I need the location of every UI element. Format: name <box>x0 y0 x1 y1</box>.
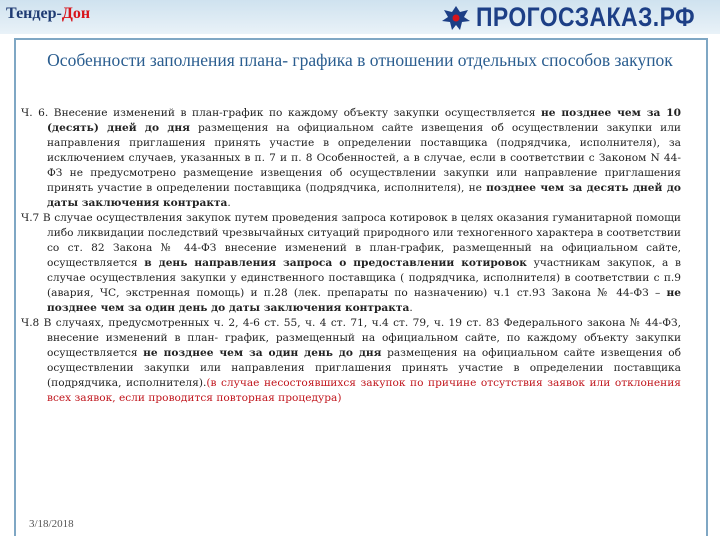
paragraph-part-6 <box>21 106 681 211</box>
brand-name <box>6 5 90 23</box>
p8-bold-1: не позднее чем за один день до дня <box>143 347 382 359</box>
slide-frame-left <box>14 38 16 536</box>
logo-text: ПРОГОСЗАКАЗ.РФ <box>476 2 696 32</box>
p7-bold-1: в день направления запроса о предоставлении котировок <box>144 257 527 269</box>
slide-body <box>21 106 681 406</box>
p7-bold-2: не позднее чем за один день до даты заключения контракта <box>47 287 681 314</box>
p6-bold-1: не позднее чем за 10 (десять) дней до дня <box>47 107 682 134</box>
p8-text-2: размещения на официальном сайте извещения об осуществлении закупки или направления приглашения принять участие в определении поставщика (подрядчика, исполнителя). <box>47 347 681 389</box>
progoszakaz-logo <box>440 3 715 33</box>
p6-text-3: . <box>227 197 231 209</box>
paragraph-part-7 <box>21 211 681 316</box>
eagle-emblem-icon <box>440 3 472 33</box>
p6-text-2: размещения на официальном сайте извещения об осуществлении закупки или направления приглашения принять участие в определении поставщика (подрядчика, исполнителя), за исключением случаев, указанных в п. 7 и п. 8 Особенностей, а в случае, если в соответствии с Законом N 44-ФЗ не предусмотрено размещение извещения об осуществлении закупки или направление приглашения принять участие в определении поставщика (подрядчика, исполнителя), не <box>47 122 681 194</box>
p6-text-1: Ч. 6. Внесение изменений в план-график по каждому объекту закупки осуществляется <box>21 107 542 119</box>
brand-part1: Тендер- <box>6 5 62 22</box>
p7-text-3: . <box>409 302 413 314</box>
slide-frame-right <box>706 38 708 536</box>
p7-text-1: Ч.7 В случае осуществления закупок путем проведения запроса котировок в целях оказания гуманитарной помощи либо ликвидации последствий чрезвычайных ситуаций природного или техногенного характера в соответствии со ст. 82 Закона № 44-ФЗ внесение изменений в план-график, размещенный на официальном сайте, осуществляется <box>21 212 681 269</box>
p6-bold-2: позднее чем за десять дней до даты заключения контракта <box>47 182 681 209</box>
p8-red-note: (в случае несостоявшихся закупок по причине отсутствия заявок или отклонения всех заявок, если проводится повторная процедура) <box>47 377 681 404</box>
brand-part2: Дон <box>61 5 91 22</box>
p7-text-2: участникам закупок, а в случае осуществления закупки у единственного поставщика ( подрядчика, исполнителя) в соответствии с п.9 (авария, ЧС, экстренная помощь) и п.28 (лек. препараты по назначению) ч.1 ст.93 Закона № 44-ФЗ – <box>47 257 681 299</box>
header-bar <box>0 0 720 34</box>
p8-text-1: Ч.8 В случаях, предусмотренных ч. 2, 4-6 ст. 55, ч. 4 ст. 71, ч.4 ст. 79, ч. 19 ст. 83 Федерального закона № 44-ФЗ, внесение изменений в план- график, размещенный на официальном сайте, по каждому объекту закупки осуществляется <box>21 317 681 359</box>
slide-date: 3/18/2018 <box>29 518 74 530</box>
slide-frame-top <box>14 38 708 40</box>
paragraph-part-8 <box>21 316 681 406</box>
slide-title: Особенности заполнения плана- графика в отношении отдельных способов закупок <box>47 50 673 70</box>
